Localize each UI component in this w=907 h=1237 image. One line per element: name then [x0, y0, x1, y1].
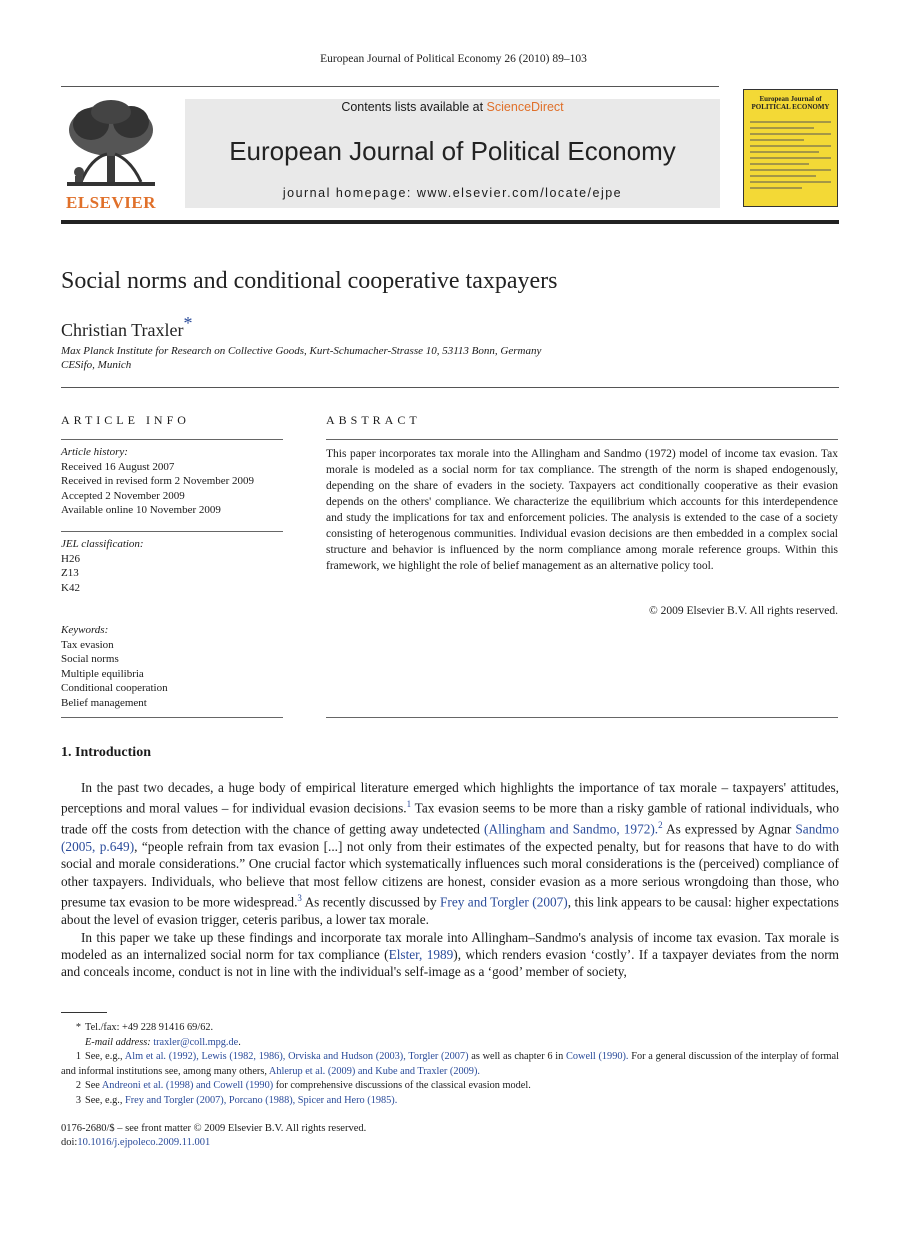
jel-classification — [61, 537, 144, 595]
abstract-copyright: © 2009 Elsevier B.V. All rights reserved. — [649, 605, 838, 617]
front-matter-line: 0176-2680/$ – see front matter © 2009 Elsevier B.V. All rights reserved. — [61, 1123, 367, 1134]
elsevier-tree-icon — [61, 98, 161, 190]
cover-title: European Journal of POLITICAL ECONOMY — [751, 95, 830, 111]
keywords — [61, 623, 168, 710]
keyword: Multiple equilibria — [61, 667, 144, 680]
text-run: See — [85, 1080, 102, 1091]
text-run: For a general discussion of the interplay of formal and informal institutions see, among many others, — [61, 1051, 839, 1077]
keyword: Social norms — [61, 653, 119, 665]
abstract-text: This paper incorporates tax morale into the Allingham and Sandmo (1972) model of income tax evasion. Tax morale is modeled as a social norm for tax compliance. The strength of the norm is shaped endogenously, depending on the share of evaders in the society. Taxpayers act conditionally cooperative as their evasion depends on the others' compliance. We characterize the equilibrium which accounts for this interdependence and study the implications for tax and enforcement policies. The analysis is extended to the case of a society consisting of heterogenous communities. Individual evasion decisions are then embedded in a complex social structure and behavior is influenced by the norm compliance among morale reference groups. Within this framework, we highlight the role of belief management as an alternative policy tool. — [326, 448, 838, 572]
affiliation-1: Max Planck Institute for Research on Collective Goods, Kurt-Schumacher-Strasse 10, 53113 Bonn, Germany — [61, 345, 542, 357]
citation-link[interactable]: Cowell (1990). — [566, 1051, 629, 1062]
keywords-label: Keywords: — [61, 624, 109, 636]
keyword: Tax evasion — [61, 638, 114, 651]
contents-prefix: Contents lists available at — [341, 100, 487, 114]
citation-link[interactable]: Sandmo (2005, p.649) — [61, 821, 839, 855]
doi-line — [61, 1136, 210, 1151]
jel-code: H26 — [61, 552, 80, 565]
journal-homepage[interactable]: journal homepage: www.elsevier.com/locate/ejpe — [282, 186, 623, 200]
citation-link[interactable]: Frey and Torgler (2007) — [440, 894, 568, 910]
citation-link[interactable]: Alm et al. (1992), Lewis (1982, 1986), Orviska and Hudson (2003), Torgler (2007) — [124, 1051, 469, 1062]
contents-line — [185, 100, 720, 114]
footnote-mark: 2 — [75, 1080, 81, 1091]
doi-prefix: doi: — [61, 1137, 78, 1148]
footnote-ref-3[interactable]: 3 — [297, 893, 302, 904]
history-item: Received in revised form 2 November 2009 — [61, 475, 255, 487]
header-rule — [61, 86, 719, 87]
text-run: See, e.g., — [85, 1051, 125, 1062]
affiliation-2: CESifo, Munich — [61, 359, 132, 371]
journal-title: European Journal of Political Economy — [229, 136, 676, 166]
footnote-mark: 3 — [75, 1095, 81, 1106]
citation-link[interactable]: (Allingham and Sandmo, 1972). — [484, 821, 659, 837]
text-run: As expressed by Agnar — [662, 821, 796, 837]
article-info-heading: ARTICLE INFO — [61, 413, 190, 427]
info-bottom-rule — [61, 717, 283, 718]
title-rule — [61, 387, 839, 388]
header-thick-rule — [61, 220, 839, 224]
intro-paragraph-1 — [61, 779, 839, 929]
text-run: . — [238, 1036, 241, 1048]
text-run: for comprehensive discussions of the classical evasion model. — [273, 1080, 531, 1091]
citation-link[interactable]: Ahlerup et al. (2009) and Kube and Traxler (2009). — [268, 1065, 480, 1077]
history-rule — [61, 531, 283, 532]
section-heading: 1. Introduction — [61, 745, 151, 760]
footnote-mark: * — [75, 1022, 81, 1033]
text-run: In the past two decades, a huge body of empirical literature emerged which highlights the importance of tax morale – taxpayers' attitudes, perceptions and moral values – for individual evasion decisions. — [61, 780, 839, 816]
email-link[interactable]: traxler@coll.mpg.de — [153, 1036, 239, 1048]
footnote-ref-2[interactable]: 2 — [658, 820, 663, 831]
footnote-ref-1[interactable]: 1 — [406, 799, 412, 810]
abstract-bottom-rule — [326, 717, 838, 718]
text-run: as well as chapter 6 in — [468, 1051, 566, 1062]
sciencedirect-link[interactable]: ScienceDirect — [486, 100, 564, 114]
elsevier-logo — [61, 98, 161, 210]
history-label: Article history: — [61, 446, 128, 458]
article-history — [61, 445, 254, 518]
abstract-rule — [326, 439, 838, 440]
citation-link[interactable]: Frey and Torgler (2007), Porcano (1988), Spicer and Hero (1985). — [125, 1095, 398, 1106]
text-run: , “people refrain from tax evasion [...] not only from their estimates of the expected penalty, but for reasons that have to do with social and morale considerations.” One crucial factor which systematically influences such moral considerations is the (perceived) compliance of other taxpayers. Individuals, who believe that most fellow citizens are honest, consider evasion as a more serious wrongdoing than those, who presume tax evasion to be more widespread. — [61, 839, 839, 910]
footnote-mark: 1 — [75, 1051, 81, 1062]
doi-link[interactable]: 10.1016/j.ejpoleco.2009.11.001 — [77, 1137, 211, 1148]
text-run: Tax evasion seems to be more than a risky gamble of rational individuals, who trade off the costs from detection with the chance of getting away undetected — [61, 800, 839, 837]
journal-cover — [743, 89, 838, 207]
text-run: ), which renders evasion ‘costly’. If a taxpayer deviates from the norm and conceals income, conduct is not in line with the individual's self-image as a ‘good’ member of society, — [61, 946, 839, 980]
keyword: Belief management — [61, 696, 147, 709]
author-name-text: Christian Traxler — [61, 320, 184, 340]
author-name — [61, 313, 193, 341]
jel-label: JEL classification: — [61, 538, 144, 550]
history-item: Received 16 August 2007 — [61, 460, 175, 473]
footnote-2 — [61, 1079, 839, 1094]
footnote-rule — [61, 1012, 107, 1013]
article-info-rule — [61, 439, 283, 440]
abstract-heading: ABSTRACT — [326, 413, 421, 427]
text-run: In this paper we take up these findings and incorporate tax morale into Allingham–Sandmo's analysis of income tax evasion. Tax morale is modeled as an internalized social norm for tax compliance ( — [61, 929, 839, 962]
footnote-3 — [61, 1094, 839, 1109]
elsevier-wordmark: ELSEVIER — [66, 193, 156, 212]
intro-body — [61, 779, 839, 981]
text-run: As recently discussed by — [301, 894, 441, 910]
cover-contents-icon — [744, 116, 837, 196]
author-footnote-mark[interactable]: * — [183, 313, 193, 333]
jel-code: Z13 — [61, 567, 79, 579]
text-run: See, e.g., — [85, 1095, 126, 1106]
email-label: E-mail address: — [85, 1036, 154, 1048]
article-title: Social norms and conditional cooperative taxpayers — [61, 268, 558, 294]
history-item: Available online 10 November 2009 — [61, 504, 221, 516]
footnote-1 — [61, 1050, 839, 1079]
footnote-text: Tel./fax: +49 228 91416 69/62. — [85, 1022, 214, 1033]
text-run: , this link appears to be causal: higher expectations about the level of evasion trigger, ceteris paribus, a lower tax morale. — [61, 894, 839, 928]
citation-link[interactable]: Elster, 1989 — [388, 946, 454, 962]
keyword: Conditional cooperation — [61, 682, 168, 694]
citation-link[interactable]: Andreoni et al. (1998) and Cowell (1990) — [101, 1080, 274, 1091]
running-head: European Journal of Political Economy 26 (2010) 89–103 — [320, 53, 587, 65]
history-item: Accepted 2 November 2009 — [61, 489, 185, 502]
intro-paragraph-2 — [61, 929, 839, 981]
jel-code: K42 — [61, 581, 80, 594]
footnote-star — [61, 1021, 839, 1050]
